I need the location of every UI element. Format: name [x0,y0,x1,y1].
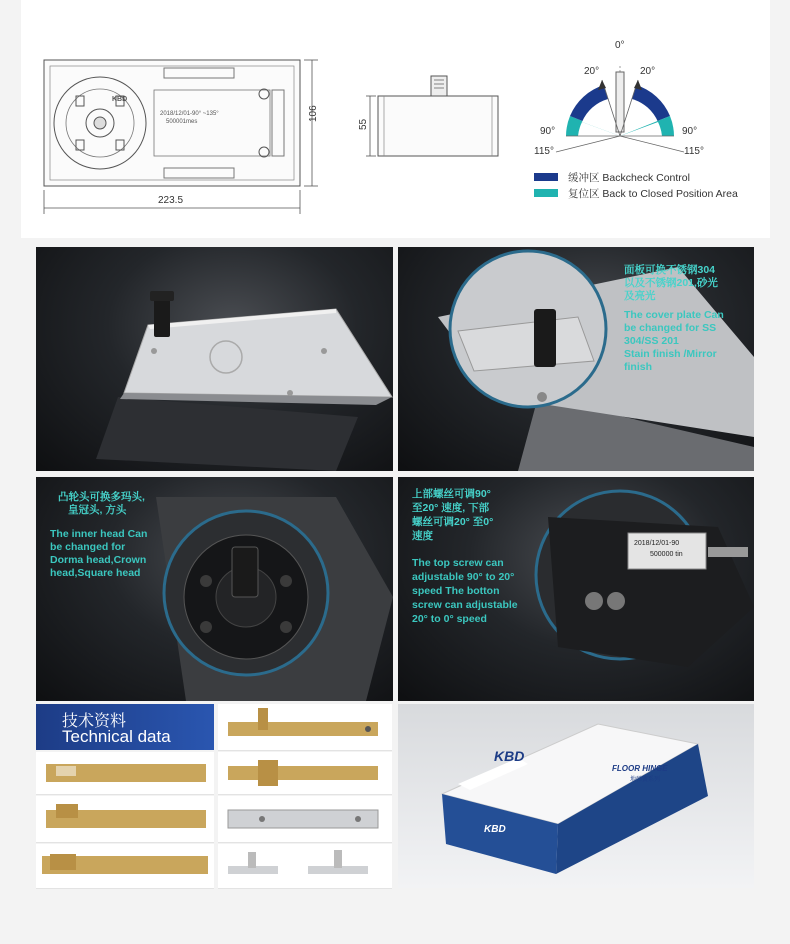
legend-closed-position: 复位区 Back to Closed Position Area [568,188,738,200]
cover-plate-en-line3: 304/SS 201 [624,335,679,347]
top-strap-2-cell [36,796,214,843]
cover-plate-en-line5: finish [624,361,652,373]
legend-swatch-backcheck [534,173,558,181]
pivot-pins-image [218,844,392,888]
plate-inscription-1: 2018/12/01-90° ~135° [160,111,219,117]
top-screw-cn-line4: 速度 [412,530,433,542]
technical-title-en: Technical data [62,727,171,746]
top-screw-en-line5: 20° to 0° speed [412,613,487,625]
package-panel [398,704,754,888]
pivot-arm-1-cell [218,704,392,751]
width-dimension: 223.5 [158,195,184,206]
pivot-arm-2-cell [218,752,392,795]
top-screw-cn-line1: 上部螺丝可调90° [412,488,491,500]
inner-head-en-line2: be changed for [50,541,126,553]
package-brand-top: KBD [494,748,525,764]
depth-dimension: 55 [358,118,369,130]
technical-title-cn: 技术资料 [62,713,127,730]
height-dimension: 106 [308,105,319,122]
pivot-pins-cell [218,844,392,889]
package-box-image [398,704,754,888]
brand-badge-drawing: KBD [112,96,128,103]
screw-plate-line1: 2018/12/01-90 [634,540,680,547]
bottom-strap-image [36,844,214,888]
side-view-drawing [356,66,506,166]
angle-115-right-label: 115° [684,146,704,157]
inner-head-cn-line1: 凸轮头可换多玛头, [58,491,145,503]
angle-0-label: 0° [615,40,625,51]
inner-head-cn-line2: 皇冠头, 方头 [68,504,127,516]
angle-90-right-label: 90° [682,126,698,137]
angle-20-left-label: 20° [584,66,600,77]
top-screw-en-line1: The top screw can [412,557,504,569]
cover-plate-cn-line3: 及亮光 [624,290,656,302]
cover-plate-en-line1: The cover plate Can [624,309,724,321]
top-screw-en-line2: adjustable 90° to 20° [412,571,515,583]
package-subtitle: 地弹簧系列 [630,777,661,783]
package-title: FLOOR HINGE [612,764,668,773]
steel-plate-cell [218,796,392,843]
angle-115-left-label: 115° [534,146,554,157]
cover-plate-en-line2: be changed for SS [624,322,717,334]
legend-swatch-closed-position [534,189,558,197]
closing-angle-diagram [536,56,716,156]
top-strap-image [36,796,214,842]
inner-head-en-line1: The inner head Can [50,528,148,540]
angle-90-left-label: 90° [540,126,556,137]
package-brand-side: KBD [484,824,506,835]
inner-head-en-line4: head,Square head [50,567,141,579]
screw-plate-line2: 500000 tin [650,551,683,558]
cover-plate-cn-line1: 面板可换不锈钢304 [624,264,716,276]
top-strap-1-cell [36,752,214,795]
top-screw-cn-line3: 螺丝可调20° 至0° [412,516,494,528]
cover-plate-en-line4: Stain finish /Mirror [624,348,717,360]
legend-backcheck: 缓冲区 Backcheck Control [568,172,690,184]
cover-plate-cn-line2: 以及不锈钢201,砂光 [624,277,718,289]
pivot-arm-image [218,704,392,750]
floor-hinge-photo [36,247,393,471]
top-strap-image [36,752,214,794]
pivot-arm-image [218,752,392,794]
bottom-strap-cell [36,844,214,889]
inner-head-en-line3: Dorma head,Crown [50,554,147,566]
steel-plate-image [218,796,392,842]
top-screw-en-line3: speed The botton [412,585,500,597]
angle-20-right-label: 20° [640,66,656,77]
product-photo-panel [36,247,393,471]
plate-inscription-2: 500001mes [166,119,198,125]
top-screw-en-line4: screw can adjustable [412,599,518,611]
top-screw-cn-line2: 至20° 速度, 下部 [412,502,490,514]
technical-data-header [36,704,214,750]
